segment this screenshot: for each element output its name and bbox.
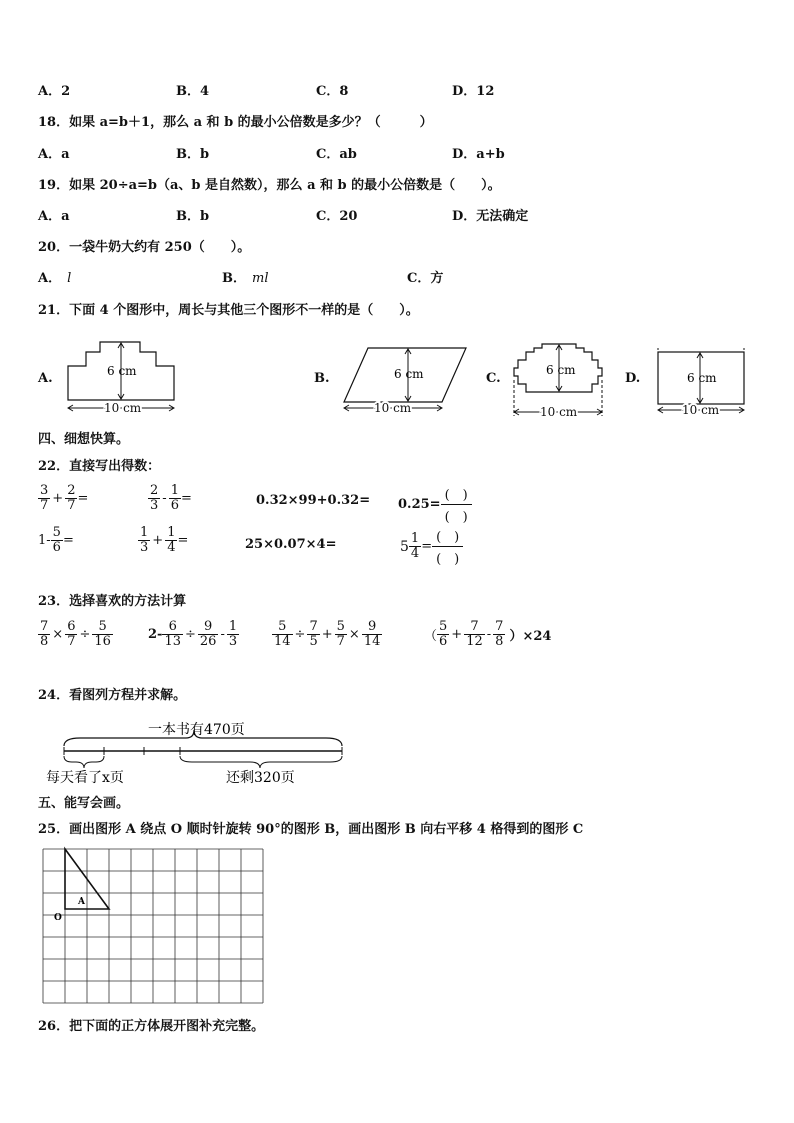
q18-option-b: B．b — [176, 147, 210, 162]
q19-option-a: A．a — [38, 209, 70, 224]
q17-option-d: D．12 — [452, 84, 495, 99]
q22-expr-1: $\frac{3}{7}$ + $\frac{2}{7}$ = — [40, 483, 89, 513]
q21-label-a: A. — [38, 371, 53, 386]
q24-top-label: 一本书有470页 — [148, 722, 245, 738]
section-5-heading: 五、能写会画。 — [38, 796, 130, 811]
q21-figure-a — [60, 338, 184, 416]
q25-stem: 25．画出图形 A 绕点 O 顺时针旋转 90°的图形 B，画出图形 B 向右平移 4 格得到的图形 C — [38, 822, 584, 837]
q21-label-c: C. — [486, 371, 501, 386]
q19-option-b: B．b — [176, 209, 210, 224]
q22-expr-6: $\frac{1}{3}$ + $\frac{1}{4}$ = — [140, 525, 189, 555]
q21-figure-b — [336, 342, 472, 418]
q20-option-c: C．方 — [407, 271, 444, 286]
q21-figure-c — [506, 340, 610, 420]
q19-stem: 19．如果 20÷a=b（a、b 是自然数），那么 a 和 b 的最小公倍数是（ ）。 — [38, 178, 501, 193]
q21b-width-label: 10 cm — [374, 401, 412, 415]
q21b-height-label: 6 cm — [394, 367, 424, 381]
q22-expr-8: 5 $\frac{1}{4}$ = $\frac{( )}{( )}$ — [400, 526, 463, 567]
q21d-width-label: 10 cm — [682, 403, 720, 417]
q21c-width-label: 10 cm — [540, 405, 578, 419]
q25-grid — [40, 846, 270, 1008]
q22-expr-4: 0.25= $\frac{( )}{( )}$ — [398, 484, 472, 525]
q20-unit-ml: ml — [252, 271, 269, 286]
q24-diagram — [40, 718, 350, 790]
q18-option-a: A．a — [38, 147, 70, 162]
q21c-height-label: 6 cm — [546, 363, 576, 377]
q20-unit-l: l — [67, 271, 72, 286]
q19-option-c: C．20 — [316, 209, 358, 224]
q23-expr-1: $\frac{7}{8}$ × $\frac{6}{7}$ ÷ $\frac{5}{16}$ — [40, 619, 111, 649]
q25-label-o: O — [54, 913, 62, 923]
q22-expr-2: $\frac{2}{3}$ - $\frac{1}{6}$ = — [150, 483, 192, 513]
q24-stem: 24．看图列方程并求解。 — [38, 688, 187, 703]
section-4-heading: 四、细想快算。 — [38, 432, 130, 447]
q18-option-c: C．ab — [316, 147, 357, 162]
q23-expr-2: 2- $\frac{6}{13}$ ÷ $\frac{9}{26}$ - $\frac{1}{3}$ — [148, 619, 238, 649]
q22-expr-3: 0.32×99+0.32= — [256, 493, 371, 508]
q17-option-b: B．4 — [176, 84, 210, 99]
q22-expr-7: 25×0.07×4= — [245, 537, 337, 552]
q18-option-d: D．a+b — [452, 147, 505, 162]
q21a-height-label: 6 cm — [107, 364, 137, 378]
q20-option-b: B． ml — [222, 271, 269, 286]
q25-label-a: A — [78, 897, 85, 907]
q17-option-a: A．2 — [38, 84, 71, 99]
q20-stem: 20．一袋牛奶大约有 250（ ）。 — [38, 240, 251, 255]
q23-stem: 23．选择喜欢的方法计算 — [38, 594, 187, 609]
q22-stem: 22．直接写出得数： — [38, 459, 161, 474]
q21-figure-d — [650, 344, 754, 418]
q18-stem: 18．如果 a=b＋1，那么 a 和 b 的最小公倍数是多少？（ ） — [38, 115, 433, 130]
q21d-height-label: 6 cm — [687, 371, 717, 385]
q21-label-d: D. — [625, 371, 641, 386]
q20-option-a: A． l — [38, 271, 72, 286]
q24-left-label: 每天看了x页 — [46, 770, 124, 786]
q22-expr-5: 1- $\frac{5}{6}$ = — [38, 525, 74, 555]
q21-stem: 21．下面 4 个图形中，周长与其他三个图形不一样的是（ ）。 — [38, 303, 419, 318]
q23-expr-4: （ $\frac{5}{6}$ + $\frac{7}{12}$ - $\frac{7}{8}$ ）×24 — [424, 619, 552, 649]
q23-expr-3: $\frac{5}{14}$ ÷ $\frac{7}{5}$ + $\frac{5}{7}$ × $\frac{9}{14}$ — [274, 619, 381, 649]
q24-right-label: 还剩320页 — [226, 770, 295, 786]
q21-label-b: B. — [314, 371, 330, 386]
q21a-width-label: 10 cm — [104, 401, 142, 415]
q17-option-c: C．8 — [316, 84, 349, 99]
q26-stem: 26．把下面的正方体展开图补充完整。 — [38, 1019, 265, 1034]
q19-option-d: D．无法确定 — [452, 209, 529, 224]
